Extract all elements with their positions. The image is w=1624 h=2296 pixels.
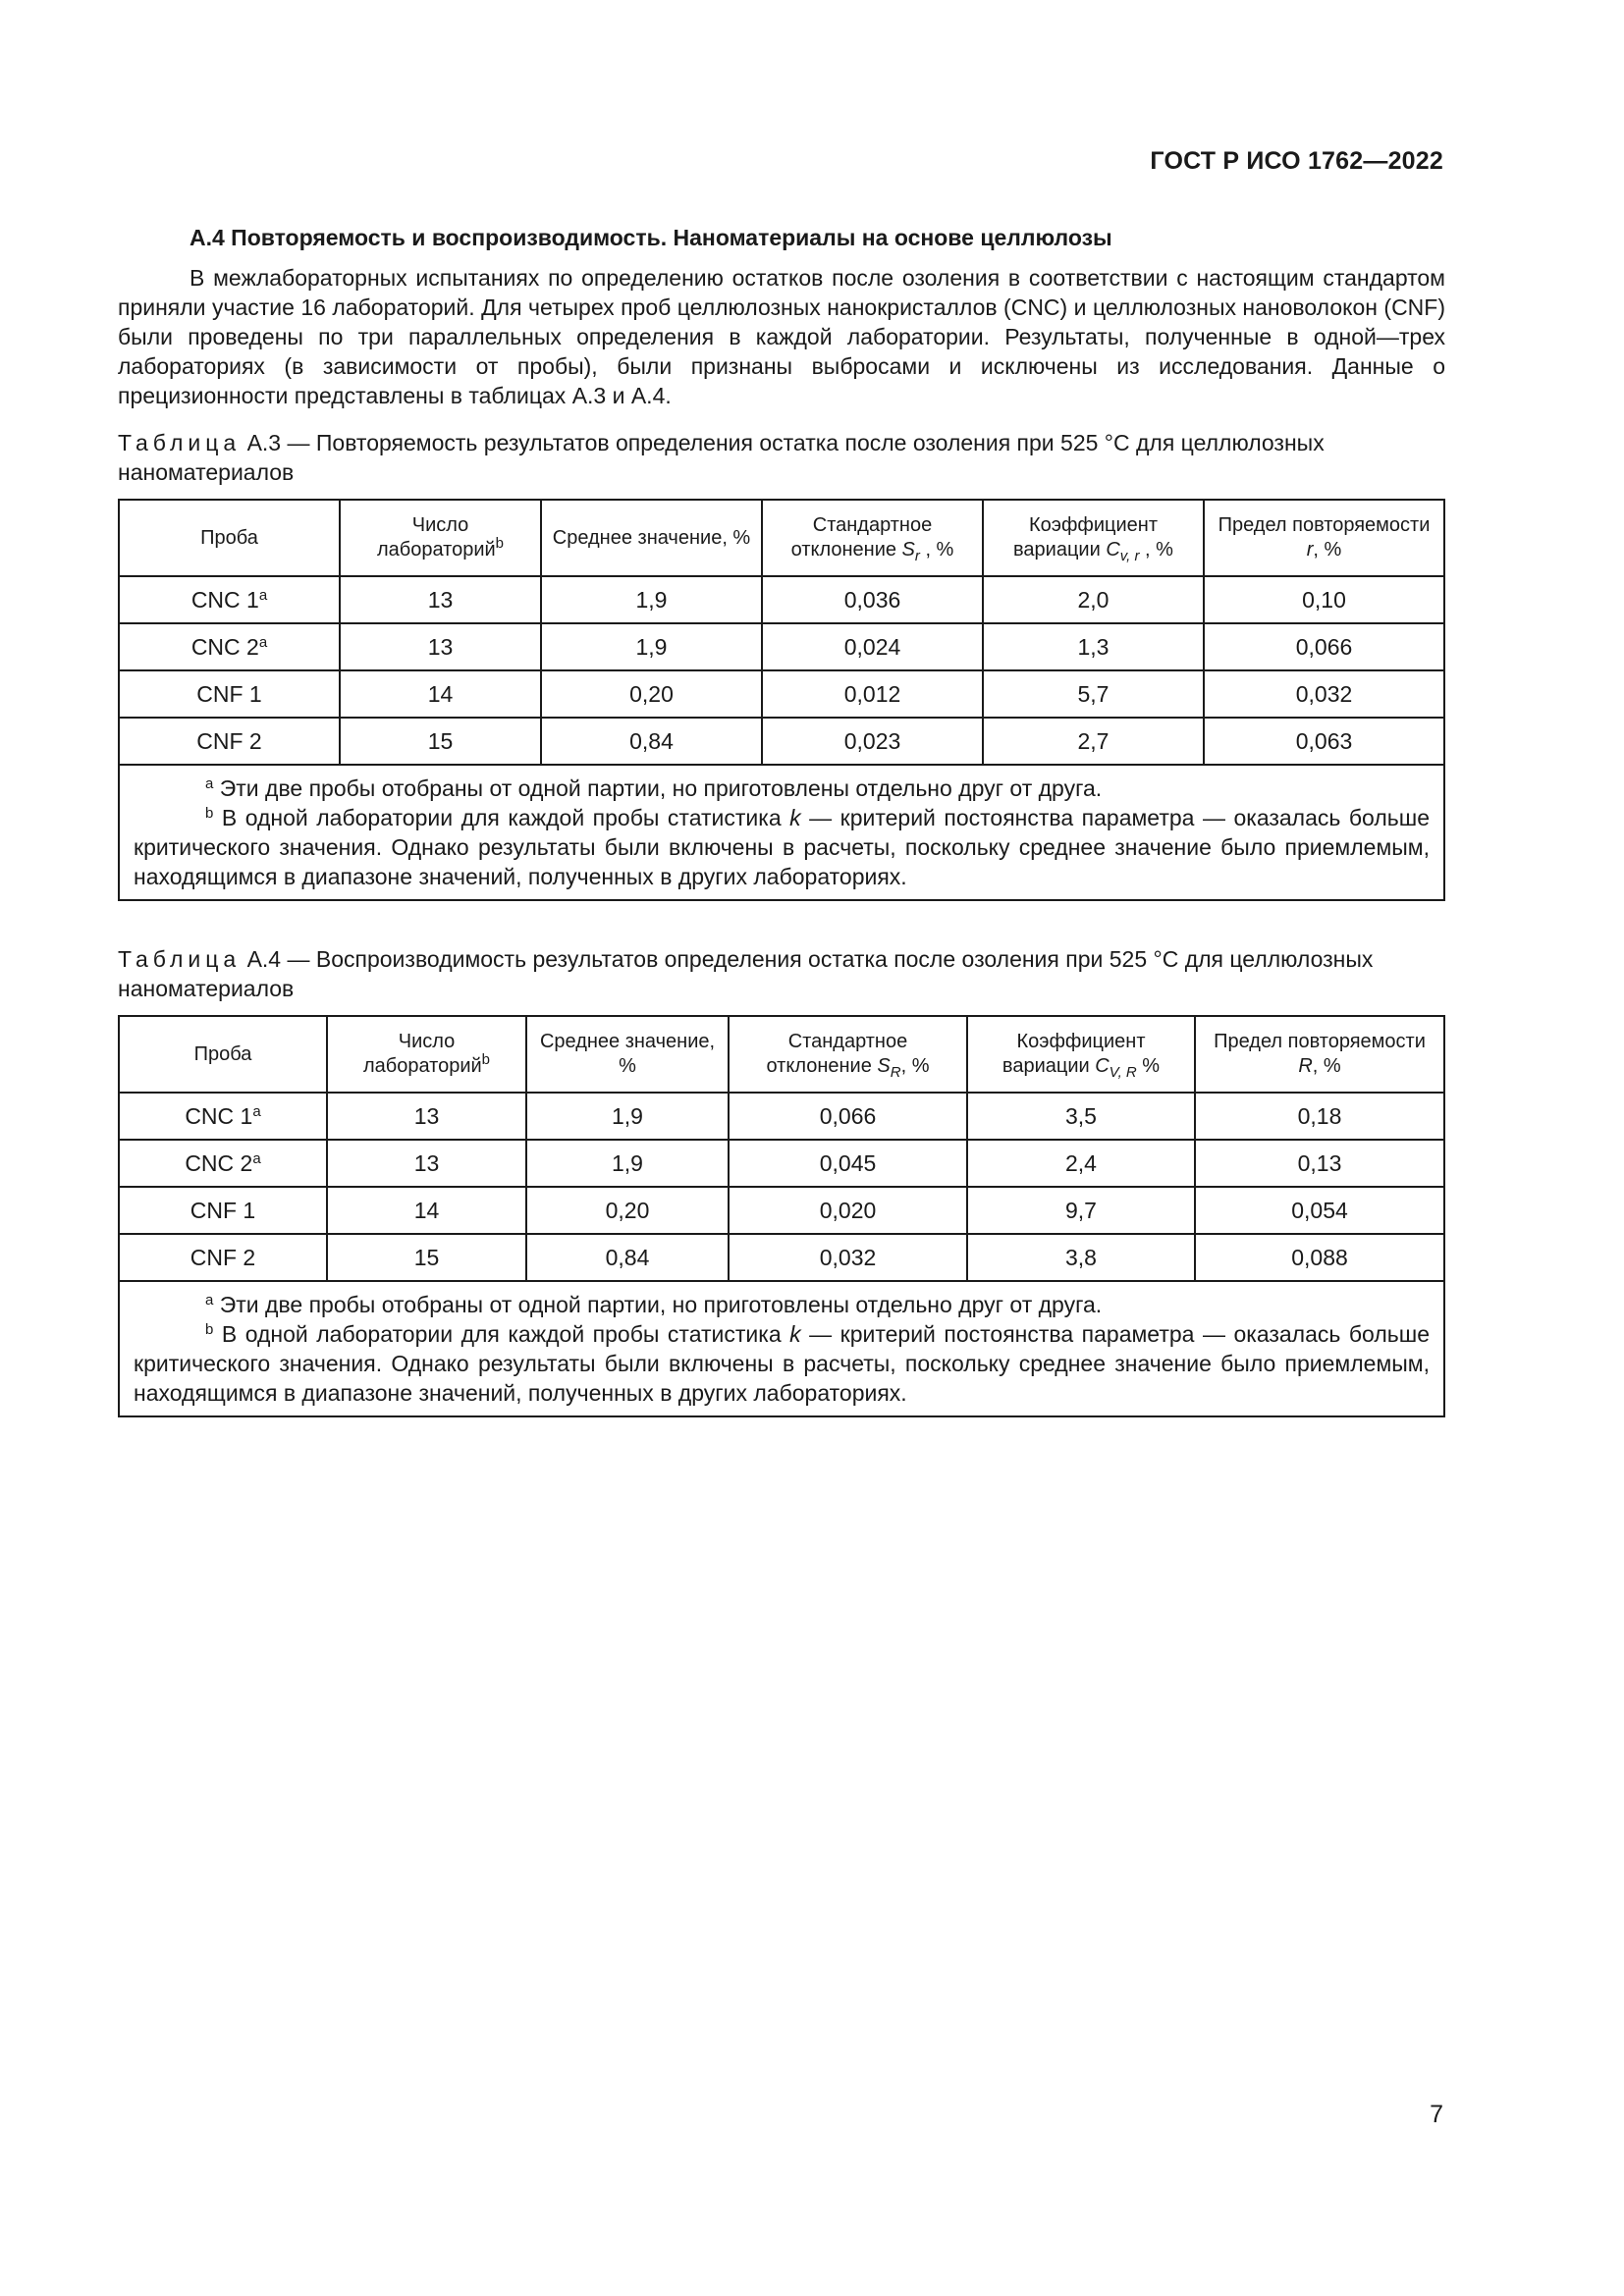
cell-sample: CNF 1: [119, 670, 340, 718]
cell-sd: 0,020: [729, 1187, 967, 1234]
cell-labs: 13: [327, 1140, 526, 1187]
cell-limit: 0,18: [1195, 1093, 1444, 1140]
header-sample: Проба: [119, 500, 340, 576]
cell-cv: 3,5: [967, 1093, 1195, 1140]
cell-sample: CNF 2: [119, 718, 340, 765]
header-limit: Предел повторяемости R, %: [1195, 1016, 1444, 1093]
header-cv: Коэффициент вариации $C_{v, r}$ , %: [983, 500, 1204, 576]
table-row: [119, 1093, 1444, 1140]
table-notes-row: [119, 765, 1444, 900]
cell-cv: 5,7: [983, 670, 1204, 718]
cell-limit: 0,054: [1195, 1187, 1444, 1234]
cell-labs: 13: [340, 623, 541, 670]
cell-sd: 0,066: [729, 1093, 967, 1140]
table-a4-header-row: [119, 1016, 1444, 1093]
cell-labs: 13: [327, 1093, 526, 1140]
table-row: [119, 670, 1444, 718]
table-note-b: $^b$ В одной лаборатории для каждой пробы статистика k — критерий постоянства параметра — оказалась больше критического значения. Однако результаты были включены в расчеты, поскольку среднее значение было приемлемым, находящимся в диапазоне значений, полученных в других лабораториях.: [134, 805, 1430, 889]
cell-cv: 2,7: [983, 718, 1204, 765]
cell-labs: 15: [340, 718, 541, 765]
table-a4-notes: [119, 1281, 1444, 1416]
table-row: [119, 718, 1444, 765]
section-title: A.4 Повторяемость и воспроизводимость. Наноматериалы на основе целлюлозы: [189, 225, 1112, 250]
cell-limit: 0,066: [1204, 623, 1444, 670]
cell-limit: 0,032: [1204, 670, 1444, 718]
section-paragraph: В межлабораторных испытаниях по определению остатков после озоления в соответствии с настоящим стандартом приняли участие 16 лабораторий. Для четырех проб целлюлозных нанокристаллов (CNC) и целлюлозных нановолокон (CNF) были проведены по три параллельных определения в каждой лаборатории. Результаты, полученные в одной—трех лабораториях (в зависимости от пробы), были признаны выбросами и исключены из исследования. Данные о прецизионности представлены в таблицах А.3 и А.4.: [118, 265, 1445, 408]
header-labs: Число лабораторий$^b$: [340, 500, 541, 576]
cell-sample: CNC 1$^a$: [119, 1093, 327, 1140]
cell-cv: 1,3: [983, 623, 1204, 670]
cell-cv: 2,4: [967, 1140, 1195, 1187]
header-limit: Предел повторяемости r, %: [1204, 500, 1444, 576]
cell-sample: CNF 2: [119, 1234, 327, 1281]
page-number: 7: [1430, 2101, 1443, 2128]
cell-labs: 15: [327, 1234, 526, 1281]
cell-mean: 1,9: [541, 623, 762, 670]
cell-sd: 0,032: [729, 1234, 967, 1281]
cell-sd: 0,023: [762, 718, 983, 765]
cell-sample: CNC 1$^a$: [119, 576, 340, 623]
cell-sample: CNF 1: [119, 1187, 327, 1234]
cell-cv: 9,7: [967, 1187, 1195, 1234]
table-a3-caption-text: А.3 — Повторяемость результатов определения остатка после озоления при 525 °С для целлюлозных наноматериалов: [118, 430, 1325, 485]
table-row: [119, 623, 1444, 670]
cell-mean: 0,84: [526, 1234, 729, 1281]
cell-mean: 0,84: [541, 718, 762, 765]
table-a4-label: Таблица: [118, 946, 242, 972]
cell-mean: 1,9: [541, 576, 762, 623]
cell-sd: 0,024: [762, 623, 983, 670]
table-a4-caption-text: А.4 — Воспроизводимость результатов определения остатка после озоления при 525 °С для целлюлозных наноматериалов: [118, 946, 1374, 1001]
cell-cv: 3,8: [967, 1234, 1195, 1281]
table-a4-caption: [118, 944, 1445, 1003]
table-notes-row: [119, 1281, 1444, 1416]
table-row: [119, 1140, 1444, 1187]
cell-limit: 0,13: [1195, 1140, 1444, 1187]
header-labs: Число лабораторий$^b$: [327, 1016, 526, 1093]
header-mean: Среднее значение, %: [526, 1016, 729, 1093]
header-mean: Среднее значение, %: [541, 500, 762, 576]
header-cv: Коэффициент вариации $C_{V, R}$ %: [967, 1016, 1195, 1093]
cell-limit: 0,10: [1204, 576, 1444, 623]
cell-labs: 14: [327, 1187, 526, 1234]
header-sd: Стандартное отклонение $S_r$ , %: [762, 500, 983, 576]
table-a4: [118, 1015, 1445, 1417]
cell-mean: 0,20: [541, 670, 762, 718]
table-note-a: $^a$ Эти две пробы отобраны от одной партии, но приготовлены отдельно друг от друга.: [205, 775, 1103, 801]
table-a3: [118, 499, 1445, 901]
cell-sd: 0,012: [762, 670, 983, 718]
cell-sample: CNC 2$^a$: [119, 1140, 327, 1187]
cell-cv: 2,0: [983, 576, 1204, 623]
table-a3-header-row: [119, 500, 1444, 576]
cell-labs: 14: [340, 670, 541, 718]
cell-labs: 13: [340, 576, 541, 623]
table-a3-caption: [118, 428, 1445, 487]
cell-sd: 0,045: [729, 1140, 967, 1187]
cell-mean: 0,20: [526, 1187, 729, 1234]
cell-limit: 0,063: [1204, 718, 1444, 765]
table-row: [119, 576, 1444, 623]
table-a3-notes: [119, 765, 1444, 900]
table-note-b: $^b$ В одной лаборатории для каждой пробы статистика k — критерий постоянства параметра — оказалась больше критического значения. Однако результаты были включены в расчеты, поскольку среднее значение было приемлемым, находящимся в диапазоне значений, полученных в других лабораториях.: [134, 1321, 1430, 1406]
cell-limit: 0,088: [1195, 1234, 1444, 1281]
table-row: [119, 1187, 1444, 1234]
cell-mean: 1,9: [526, 1140, 729, 1187]
header-sample: Проба: [119, 1016, 327, 1093]
table-row: [119, 1234, 1444, 1281]
table-a3-label: Таблица: [118, 430, 242, 455]
header-sd: Стандартное отклонение $S_R$, %: [729, 1016, 967, 1093]
cell-sd: 0,036: [762, 576, 983, 623]
cell-mean: 1,9: [526, 1093, 729, 1140]
cell-sample: CNC 2$^a$: [119, 623, 340, 670]
document-header: ГОСТ Р ИСО 1762—2022: [1150, 147, 1443, 175]
page-content: [118, 224, 1445, 1417]
table-note-a: $^a$ Эти две пробы отобраны от одной партии, но приготовлены отдельно друг от друга.: [205, 1292, 1103, 1317]
